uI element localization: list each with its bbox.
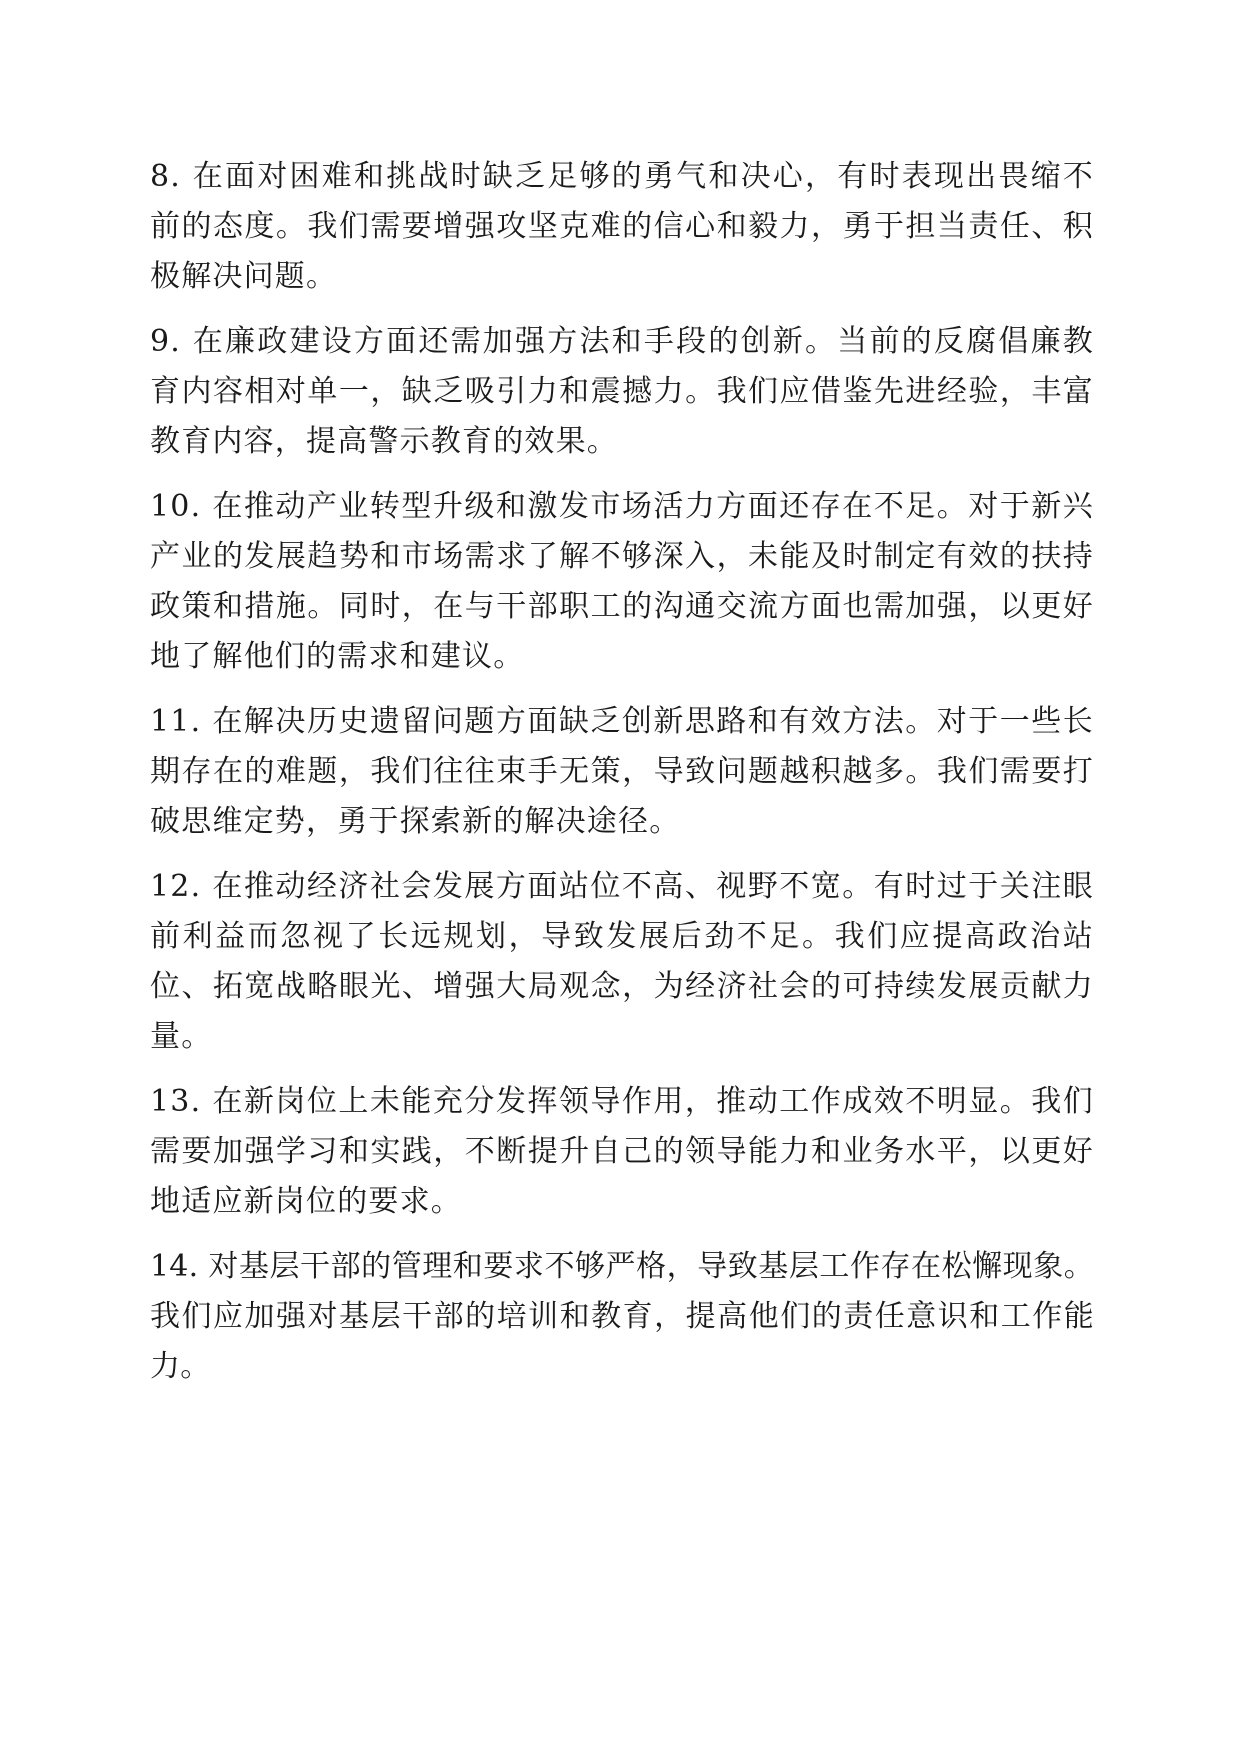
- paragraph-item-12: 12. 在推动经济社会发展方面站位不高、视野不宽。有时过于关注眼前利益而忽视了长远规划，导致发展后劲不足。我们应提高政治站位、拓宽战略眼光、增强大局观念，为经济社会的可持续发展贡献力量。: [150, 869, 1094, 1054]
- paragraph-item-13: 13. 在新岗位上未能充分发挥领导作用，推动工作成效不明显。我们需要加强学习和实践，不断提升自己的领导能力和业务水平，以更好地适应新岗位的要求。: [150, 1084, 1094, 1219]
- document-body: [150, 152, 1094, 1392]
- paragraph-item-14: 14. 对基层干部的管理和要求不够严格，导致基层工作存在松懈现象。我们应加强对基层干部的培训和教育，提高他们的责任意识和工作能力。: [150, 1249, 1094, 1384]
- paragraph-item-8: 8. 在面对困难和挑战时缺乏足够的勇气和决心，有时表现出畏缩不前的态度。我们需要增强攻坚克难的信心和毅力，勇于担当责任、积极解决问题。: [150, 159, 1094, 294]
- paragraph-item-11: 11. 在解决历史遗留问题方面缺乏创新思路和有效方法。对于一些长期存在的难题，我们往往束手无策，导致问题越积越多。我们需要打破思维定势，勇于探索新的解决途径。: [150, 704, 1094, 839]
- paragraph-item-9: 9. 在廉政建设方面还需加强方法和手段的创新。当前的反腐倡廉教育内容相对单一，缺乏吸引力和震撼力。我们应借鉴先进经验，丰富教育内容，提高警示教育的效果。: [150, 324, 1094, 459]
- paragraph-item-10: 10. 在推动产业转型升级和激发市场活力方面还存在不足。对于新兴产业的发展趋势和市场需求了解不够深入，未能及时制定有效的扶持政策和措施。同时，在与干部职工的沟通交流方面也需加强，以更好地了解他们的需求和建议。: [150, 489, 1094, 674]
